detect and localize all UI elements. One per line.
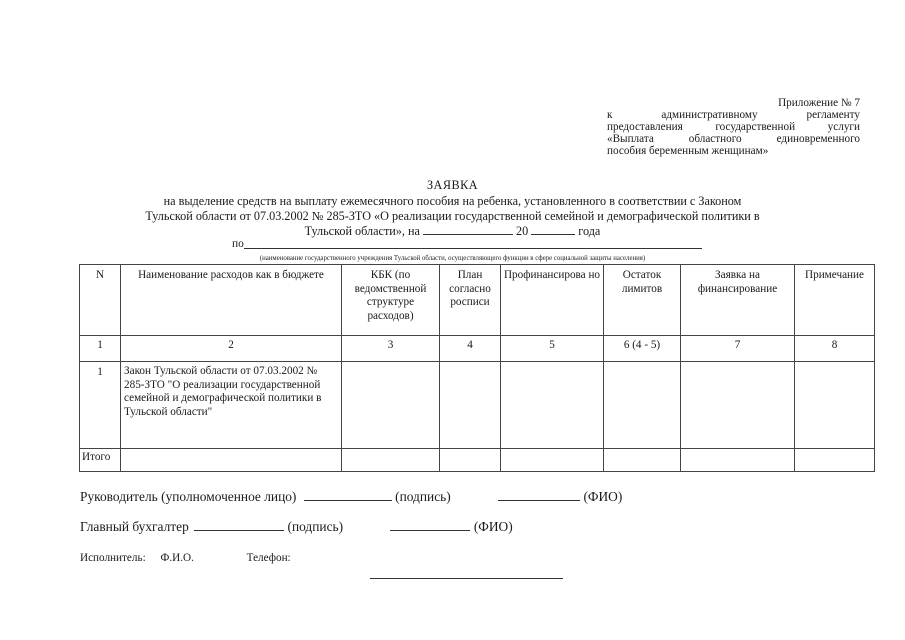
executor-line [80, 552, 291, 564]
annex-number: Приложение № 7 [778, 97, 860, 109]
total-cell [342, 449, 440, 472]
column-number: 6 (4 - 5) [604, 336, 681, 362]
header-cell: N [80, 265, 121, 336]
column-number-row [80, 336, 875, 362]
subtitle-text: Тульской области», на [304, 224, 420, 239]
header-cell: Наименование расходов как в бюджете [121, 265, 342, 336]
note-cell [795, 362, 875, 449]
executor-blank-line [370, 578, 563, 579]
institution-hint: (наименование государственного учреждения Тульской области, осуществляющего функции в сфере социальной защиты населения) [259, 255, 646, 262]
document-subtitle [120, 194, 785, 240]
annex-line: к административному регламенту [607, 109, 860, 121]
column-number: 8 [795, 336, 875, 362]
accountant-label: Главный бухгалтер [80, 519, 189, 534]
budget-table [79, 264, 875, 472]
header-cell: КБК (по ведомственной структуре расходов) [342, 265, 440, 336]
subtitle-line: на выделение средств на выплату ежемесячного пособия на ребенка, установленного в соответствии с Законом [163, 194, 742, 208]
signature-blank [194, 529, 284, 531]
annex-line: пособия беременным женщинам» [607, 145, 769, 157]
head-label: Руководитель (уполномоченное лицо) [80, 489, 297, 504]
subtitle-line-3 [120, 224, 785, 239]
total-cell [440, 449, 501, 472]
po-label: по [232, 238, 244, 250]
subtitle-line: Тульской области от 07.03.2002 № 285-ЗТО «О реализации государственной семейной и демографической политики в [145, 209, 760, 224]
annex-line: предоставления государственной услуги [607, 121, 860, 133]
column-number: 2 [121, 336, 342, 362]
executor-fio: Ф.И.О. [160, 552, 194, 564]
year-blank [531, 233, 575, 235]
fio-blank [498, 499, 580, 501]
fio-caption: (ФИО) [583, 489, 623, 504]
annex-block [607, 97, 860, 157]
institution-blank-line [244, 248, 702, 249]
total-cell [121, 449, 342, 472]
table-header-row [80, 265, 875, 336]
date-blank [423, 233, 513, 235]
column-number: 5 [501, 336, 604, 362]
plan-cell [440, 362, 501, 449]
total-cell [501, 449, 604, 472]
header-cell: Остаток лимитов [604, 265, 681, 336]
row-number: 1 [80, 362, 121, 449]
fio-blank [390, 529, 470, 531]
expense-name: Закон Тульской области от 07.03.2002 № 285-ЗТО "О реализации государственной семейной и демографической политики в Тульской области" [121, 362, 342, 449]
kbk-cell [342, 362, 440, 449]
remainder-cell [604, 362, 681, 449]
column-number: 1 [80, 336, 121, 362]
fio-caption: (ФИО) [473, 519, 513, 534]
financed-cell [501, 362, 604, 449]
column-number: 4 [440, 336, 501, 362]
total-row [80, 449, 875, 472]
executor-phone: Телефон: [246, 552, 291, 564]
total-label: Итого [80, 449, 121, 472]
executor-label: Исполнитель: [80, 552, 146, 564]
signature-caption: (подпись) [287, 519, 344, 534]
total-cell [795, 449, 875, 472]
column-number: 3 [342, 336, 440, 362]
header-cell: План согласно росписи [440, 265, 501, 336]
subtitle-text: года [578, 224, 601, 239]
header-cell: Заявка на финансирование [681, 265, 795, 336]
total-cell [681, 449, 795, 472]
column-number: 7 [681, 336, 795, 362]
subtitle-year: 20 [516, 224, 529, 239]
header-cell: Профинансирова но [501, 265, 604, 336]
header-cell: Примечание [795, 265, 875, 336]
head-signature-line [80, 489, 622, 505]
signature-caption: (подпись) [395, 489, 451, 504]
request-cell [681, 362, 795, 449]
document-title: ЗАЯВКА [426, 178, 479, 192]
signature-blank [304, 499, 392, 501]
total-cell [604, 449, 681, 472]
annex-line: «Выплата областного единовременного [607, 133, 860, 145]
table-row [80, 362, 875, 449]
accountant-signature-line [80, 519, 513, 535]
